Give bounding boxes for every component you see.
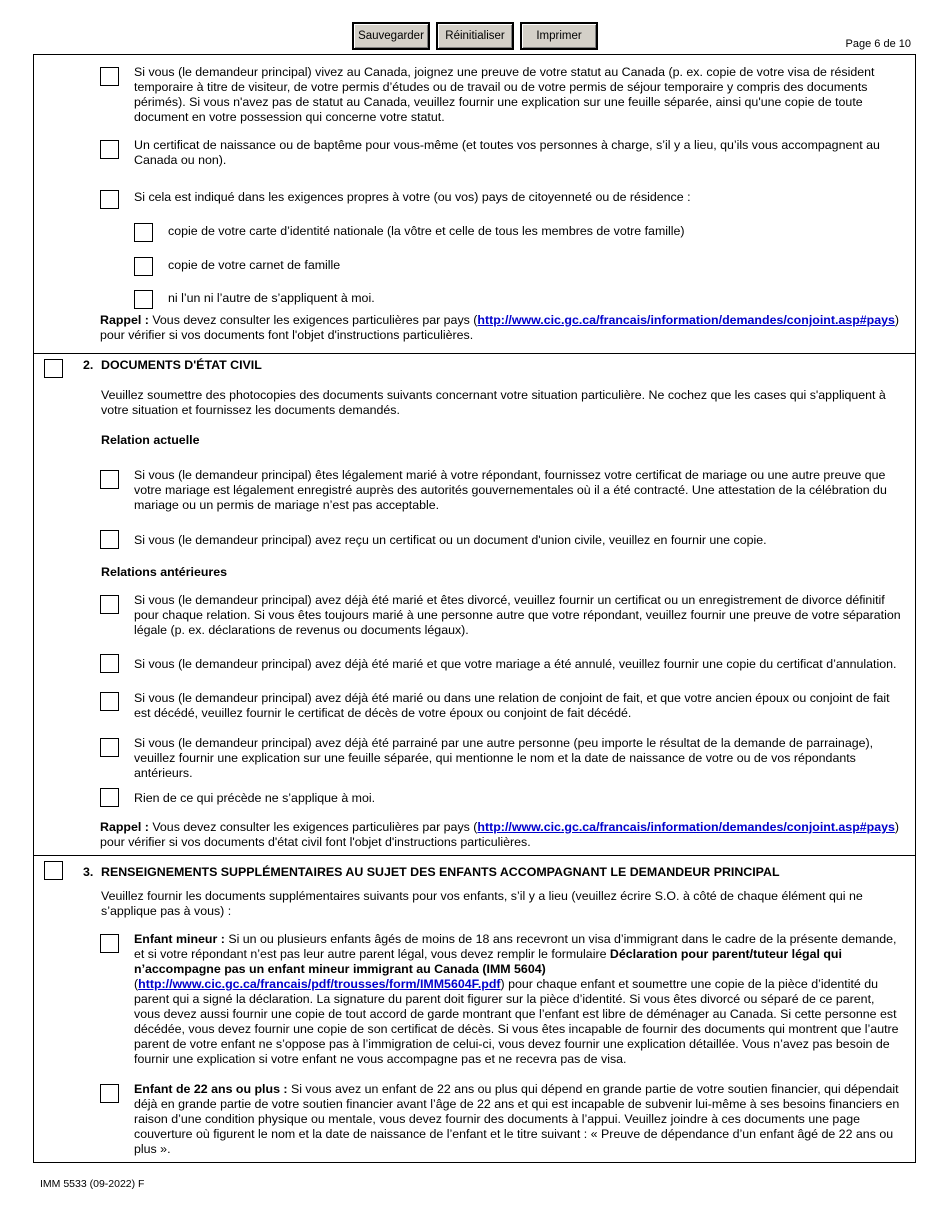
current-relationship-heading: Relation actuelle	[101, 433, 200, 447]
section-3-checkbox[interactable]	[44, 861, 63, 880]
reset-button[interactable]: Réinitialiser	[436, 22, 514, 50]
adult-child-text: Enfant de 22 ans ou plus : Si vous avez un enfant de 22 ans ou plus qui dépend en grande partie de votre soutien financier, qui dépendait déjà en grande partie de votre soutien financier avant l’âge de 22 ans et qui est incapable de subvenir lui-même à ses besoins financiers en raison d’une condition physique ou mentale, vous devez fournir des documents à l’appui. Veuillez joindre à ces documents une page couverture où figurent le nom et la date de naissance de l’enfant et le titre suivant : « Preuve de dépendance d’un enfant âgé de 22 ans ou plus ».	[134, 1082, 900, 1156]
section-2-checkbox[interactable]	[44, 359, 63, 378]
print-button[interactable]: Imprimer	[520, 22, 598, 50]
section-2-number: 2.	[83, 358, 94, 372]
marriage-certificate-checkbox[interactable]	[100, 470, 119, 489]
none-applies-text: Rien de ce qui précède ne s’applique à moi.	[134, 791, 376, 805]
section-3-intro: Veuillez fournir les documents supplémentaires suivants pour vos enfants, s’il y a lieu (veuillez écrire S.O. à côté de chaque élément qui ne s’applique pas à vous) :	[101, 889, 863, 918]
section-2-reminder: Rappel : Vous devez consulter les exigences particulières par pays (http://www.cic.gc.ca/francais/information/demandes/conjoint.asp#pays) pour vérifier si vos documents d'état civil font l'objet d'instructions particulières.	[100, 820, 900, 849]
minor-child-label: Enfant mineur :	[134, 932, 225, 946]
previous-relationships-heading: Relations antérieures	[101, 565, 228, 579]
neither-checkbox[interactable]	[134, 290, 153, 309]
country-requirements-link[interactable]: http://www.cic.gc.ca/francais/information/demandes/conjoint.asp#pays	[477, 313, 895, 327]
section-3-title: RENSEIGNEMENTS SUPPLÉMENTAIRES AU SUJET DES ENFANTS ACCOMPAGNANT LE DEMANDEUR PRINCIPAL	[101, 865, 780, 879]
neither-text: ni l’un ni l’autre de s’appliquent à moi.	[168, 291, 375, 305]
family-booklet-checkbox[interactable]	[134, 257, 153, 276]
section-2-title: DOCUMENTS D'ÉTAT CIVIL	[101, 358, 262, 372]
country-requirements-text: Si cela est indiqué dans les exigences propres à votre (ou vos) pays de citoyenneté ou de résidence :	[134, 190, 691, 204]
none-applies-checkbox[interactable]	[100, 788, 119, 807]
minor-child-text: Enfant mineur : Si un ou plusieurs enfants âgés de moins de 18 ans recevront un visa d’immigrant dans le cadre de la présente demande, et si votre répondant n’est pas leur autre parent légal, vous devez remplir le formulaire Déclaration pour parent/tuteur légal qui n’accompagne pas un enfant mineur immigrant au Canada (IMM 5604) (http://www.cic.gc.ca/francais/pdf/trousses/form/IMM5604F.pdf) pour chaque enfant et soumettre une copie de la pièce d’identité du parent qui a signé la déclaration. La signature du parent doit figurer sur la pièce d’identité. Si vous êtes divorcé ou séparé de ce parent, vous devez aussi fournir une copie de tout accord de garde montrant que l’enfant est libre de déménager au Canada. Si cette personne est décédée, vous devez fournir une copie de son certificat de décès. Si vous êtes incapable de fournir des documents qui montrent que l’autre parent de votre enfant ne s’oppose pas à l’immigration de celui-ci, vous devez fournir une explication détaillée. Vous n’avez pas besoin de fournir une explication si votre enfant ne vous accompagne pas et ne recevra pas de visa.	[134, 932, 899, 1066]
death-certificate-checkbox[interactable]	[100, 692, 119, 711]
adult-child-checkbox[interactable]	[100, 1084, 119, 1103]
country-requirements-checkbox[interactable]	[100, 190, 119, 209]
status-checkbox[interactable]	[100, 67, 119, 86]
divorce-text: Si vous (le demandeur principal) avez déjà été marié et êtes divorcé, veuillez fournir un certificat ou un enregistrement de divorce définitif pour chaque relation. Si vous êtes toujours marié à une personne autre que votre répondant, veuillez fournir une preuve de votre séparation légale (p. ex. déclarations de revenus ou documents légaux).	[134, 593, 901, 637]
section-2-intro: Veuillez soumettre des photocopies des documents suivants concernant votre situation particulière. Ne cochez que les cases qui s'appliquent à votre situation et fournissez les documents demandés.	[101, 388, 886, 417]
death-certificate-text: Si vous (le demandeur principal) avez déjà été marié ou dans une relation de conjoint de fait, et que votre ancien époux ou conjoint de fait est décédé, veuillez fournir le certificat de décès de votre époux ou conjoint de fait décédé.	[134, 691, 890, 720]
annulment-checkbox[interactable]	[100, 654, 119, 673]
minor-child-checkbox[interactable]	[100, 934, 119, 953]
section-1-reminder: Rappel : Vous devez consulter les exigences particulières par pays (http://www.cic.gc.ca/francais/information/demandes/conjoint.asp#pays) pour vérifier si vos documents font l'objet d'instructions particulières.	[100, 313, 900, 342]
imm5604-form-title: Déclaration pour parent/tuteur légal qui n’accompagne pas un enfant mineur immigrant au Canada (IMM 5604)	[134, 947, 842, 976]
national-id-text: copie de votre carte d’identité nationale (la vôtre et celle de tous les membres de votre famille)	[168, 224, 685, 238]
birth-certificate-checkbox[interactable]	[100, 140, 119, 159]
divorce-checkbox[interactable]	[100, 595, 119, 614]
section-3-number: 3.	[83, 865, 94, 879]
marriage-certificate-text: Si vous (le demandeur principal) êtes légalement marié à votre répondant, fournissez votre certificat de mariage ou une autre preuve que votre mariage est légalement enregistré auprès des autorités gouvernementales où il a été contracté. Une attestation de la célébration du mariage ou un permis de mariage n’est pas acceptable.	[134, 468, 887, 512]
imm5604-link[interactable]: http://www.cic.gc.ca/francais/pdf/trousses/form/IMM5604F.pdf	[138, 977, 501, 991]
previous-sponsorship-text: Si vous (le demandeur principal) avez déjà été parrainé par une autre personne (peu importe le résultat de la demande de parrainage), veuillez fournir une explication sur une feuille séparée, qui mentionne le nom et la date de naissance de votre ou de vos répondants antérieurs.	[134, 736, 874, 780]
reminder-label: Rappel :	[100, 820, 149, 834]
civil-union-text: Si vous (le demandeur principal) avez reçu un certificat ou un document d'union civile, veuillez en fournir une copie.	[134, 533, 767, 547]
annulment-text: Si vous (le demandeur principal) avez déjà été marié et que votre mariage a été annulé, veuillez fournir une copie du certificat d’annulation.	[134, 657, 897, 671]
country-requirements-link[interactable]: http://www.cic.gc.ca/francais/information/demandes/conjoint.asp#pays	[477, 820, 895, 834]
reminder-label: Rappel :	[100, 313, 149, 327]
form-number: IMM 5533 (09-2022) F	[40, 1178, 145, 1190]
birth-certificate-text: Un certificat de naissance ou de baptême pour vous-même (et toutes vos personnes à charge, s’il y a lieu, qu’ils vous accompagnent au Canada ou non).	[134, 138, 880, 167]
family-booklet-text: copie de votre carnet de famille	[168, 258, 341, 272]
national-id-checkbox[interactable]	[134, 223, 153, 242]
status-item-text: Si vous (le demandeur principal) vivez au Canada, joignez une preuve de votre statut au Canada (p. ex. copie de votre visa de résident temporaire à titre de visiteur, de votre permis d’études ou de travail ou de votre permis de séjour temporaire y compris des documents périmés). Si vous n'avez pas de statut au Canada, veuillez fournir une explication sur une feuille séparée, ainsi qu'une copie de toute document en votre possession qui concerne votre statut.	[134, 65, 875, 124]
adult-child-label: Enfant de 22 ans ou plus :	[134, 1082, 288, 1096]
civil-union-checkbox[interactable]	[100, 530, 119, 549]
page-number: Page 6 de 10	[845, 38, 911, 50]
previous-sponsorship-checkbox[interactable]	[100, 738, 119, 757]
save-button[interactable]: Sauvegarder	[352, 22, 430, 50]
